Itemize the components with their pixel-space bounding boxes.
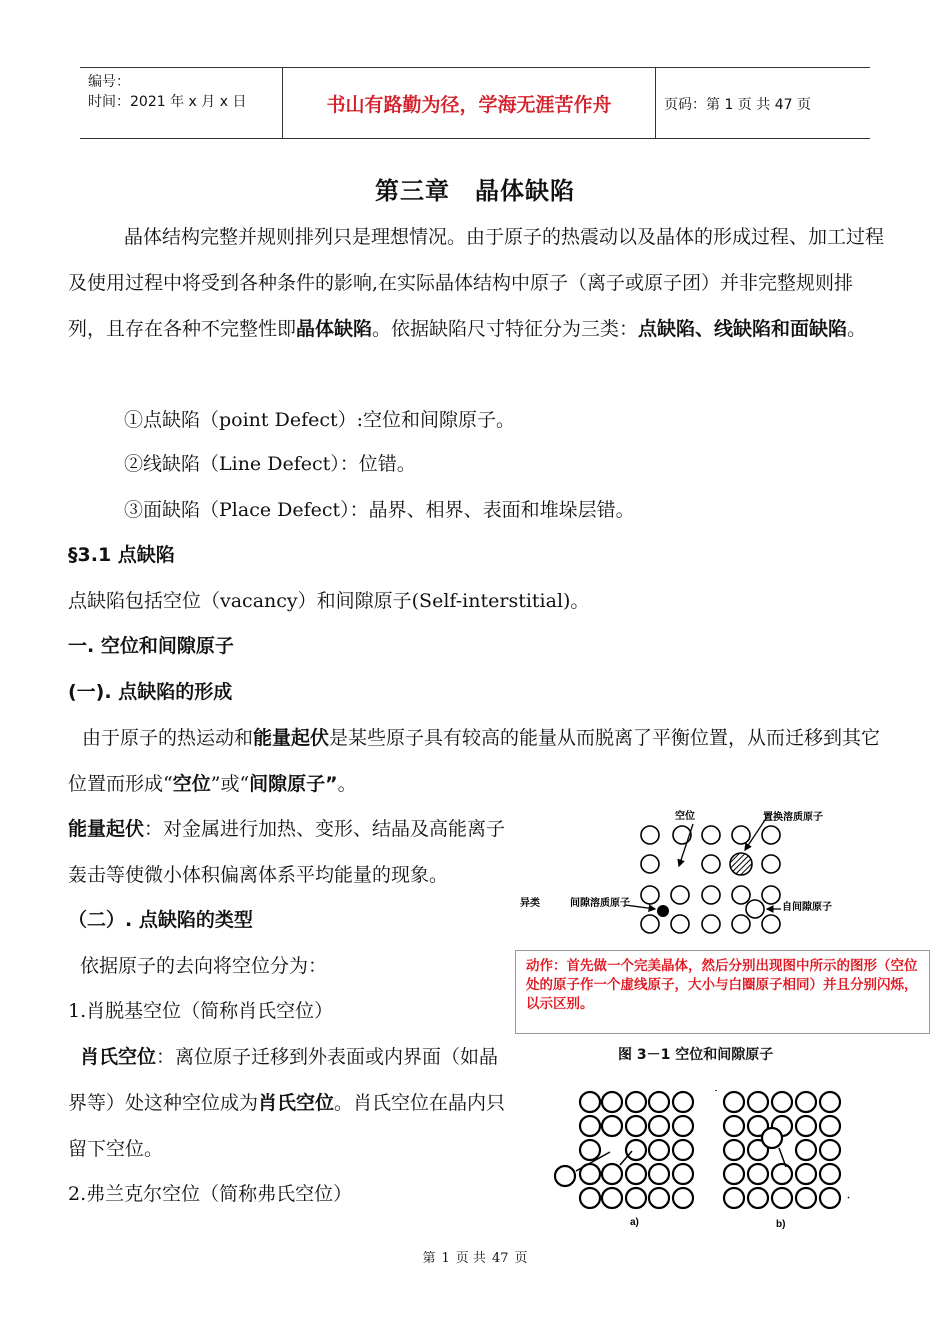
- atom: [602, 1164, 622, 1184]
- atom: [649, 1164, 669, 1184]
- atom: [762, 855, 780, 873]
- atom: [671, 915, 689, 933]
- heading-types: （二）. 点缺陷的类型: [68, 909, 253, 931]
- defect-type-3: ③面缺陷（Place Defect）：晶界、相界、表面和堆垛层错。: [124, 499, 635, 521]
- schottky-paragraph: 肖氏空位：离位原子迁移到外表面或内界面（如晶界等）处这种空位成为肖氏空位。肖氏空位在晶内只留下空位。: [68, 1046, 506, 1160]
- date-label: 时间：2021 年 x 月 x 日: [88, 94, 247, 110]
- atom: [772, 1092, 792, 1112]
- atom: [762, 886, 780, 904]
- substitutional-solute-atom: [730, 853, 752, 875]
- atom: [580, 1092, 600, 1112]
- frenkel-item: 2.弗兰克尔空位（简称弗氏空位）: [68, 1183, 353, 1205]
- atom: [796, 1116, 816, 1136]
- atom: [580, 1116, 600, 1136]
- classify-text: 依据原子的去向将空位分为：: [80, 955, 328, 977]
- atom: [820, 1116, 840, 1136]
- label-vacancy: 空位: [675, 811, 695, 822]
- atom: [724, 1092, 744, 1112]
- bold-term: 空位: [172, 773, 211, 795]
- schottky-frenkel-figure: [548, 1085, 868, 1230]
- atom: [748, 1188, 768, 1208]
- atom: [820, 1140, 840, 1160]
- page-footer: 第 1 页 共 47 页: [422, 1251, 528, 1266]
- frenkel-interstitial-atom: [762, 1128, 782, 1148]
- atom: [702, 826, 720, 844]
- animation-note: 动作：首先做一个完美晶体，然后分别出现图中所示的图形（空位处的原子作一个虚线原子，大小与白圈原子相同）并且分别闪烁，以示区别。: [515, 950, 930, 1034]
- atom: [724, 1140, 744, 1160]
- atom: [580, 1188, 600, 1208]
- header-motto: 书山有路勤为径，学海无涯苦作舟: [326, 93, 612, 116]
- section-heading: §3.1 点缺陷: [68, 544, 175, 566]
- bold-term: 间隙原子”: [249, 773, 338, 795]
- atom: [641, 826, 659, 844]
- atom: [649, 1140, 669, 1160]
- atom: [671, 886, 689, 904]
- atom: [748, 1164, 768, 1184]
- bold-term: 肖氏空位: [80, 1046, 157, 1068]
- atom: [602, 1092, 622, 1112]
- atom: [673, 1116, 693, 1136]
- atom: [649, 1092, 669, 1112]
- bold-term: 能量起伏: [253, 727, 330, 749]
- defect-type-1: ①点缺陷（point Defect）:空位和间隙原子。: [124, 409, 516, 431]
- atom: [762, 826, 780, 844]
- energy-fluctuation-paragraph: 能量起伏：对金属进行加热、变形、结晶及高能离子轰击等使微小体积偏离体系平均能量的现象。: [68, 818, 506, 886]
- chapter-title: 第三章 晶体缺陷: [375, 177, 575, 205]
- defect-type-2: ②线缺陷（Line Defect）：位错。: [124, 453, 416, 475]
- interstitial-solute-atom: [657, 905, 669, 917]
- intro-paragraph: 晶体结构完整并规则排列只是理想情况。由于原子的热震动以及晶体的形成过程、加工过程及使用过程中将受到各种条件的影响,在实际晶体结构中原子（离子或原子团）并非完整规则排列，且存在各种不完整性即晶体缺陷。依据缺陷尺寸特征分为三类：点缺陷、线缺陷和面缺陷。: [68, 226, 885, 340]
- heading-formation: (一). 点缺陷的形成: [68, 681, 233, 703]
- atom: [673, 1092, 693, 1112]
- atom: [820, 1188, 840, 1208]
- atom: [673, 1140, 693, 1160]
- atom: [626, 1116, 646, 1136]
- bold-term: 能量起伏: [68, 818, 145, 840]
- section-intro: 点缺陷包括空位（vacancy）和间隙原子(Self-interstitial)。: [68, 590, 590, 612]
- header-meta: [88, 72, 278, 112]
- atom: [626, 1140, 646, 1160]
- self-interstitial-atom: [746, 900, 764, 918]
- schottky-item: 1.肖脱基空位（简称肖氏空位）: [68, 1000, 334, 1022]
- atom: [602, 1116, 622, 1136]
- bold-term: 晶体缺陷: [296, 318, 373, 340]
- atom: [772, 1188, 792, 1208]
- atom: [649, 1116, 669, 1136]
- atom: [626, 1092, 646, 1112]
- surface-atom: [555, 1166, 575, 1186]
- atom: [673, 1164, 693, 1184]
- footer-total-pages: 47: [491, 1251, 509, 1266]
- atom: [602, 1188, 622, 1208]
- bold-term: 点缺陷、线缺陷和面缺陷: [638, 318, 848, 340]
- atom: [820, 1092, 840, 1112]
- heading-vacancy-interstitial: 一. 空位和间隙原子: [68, 635, 234, 657]
- number-label: 编号：: [88, 74, 130, 90]
- atom: [732, 826, 750, 844]
- atom: [673, 826, 691, 844]
- atom: [724, 1116, 744, 1136]
- vacancy-interstitial-figure: [515, 800, 860, 945]
- atom: [772, 1164, 792, 1184]
- atom: [820, 1164, 840, 1184]
- footer-page-number: 1: [441, 1251, 450, 1266]
- label-substitutional-solute: 置换溶质原子: [763, 812, 823, 823]
- label-a: a): [630, 1217, 639, 1228]
- atom: [641, 855, 659, 873]
- atom: [748, 1092, 768, 1112]
- label-interstitial-solute: 间隙溶质原子: [570, 898, 630, 909]
- atom: [673, 1188, 693, 1208]
- atom: [796, 1188, 816, 1208]
- bold-term: 肖氏空位: [258, 1092, 335, 1114]
- formation-paragraph: 由于原子的热运动和能量起伏是某些原子具有较高的能量从而脱离了平衡位置，从而迁移到其它位置而形成“空位”或“间隙原子”。: [68, 727, 881, 795]
- atom: [762, 915, 780, 933]
- atom: [732, 915, 750, 933]
- atom: [702, 886, 720, 904]
- atom: [796, 1092, 816, 1112]
- label-foreign: 异类: [520, 898, 540, 909]
- header-motto-cell: [282, 68, 656, 138]
- atom: [626, 1164, 646, 1184]
- label-self-interstitial: 自间隙原子: [782, 902, 832, 913]
- atom: [724, 1188, 744, 1208]
- atom: [702, 915, 720, 933]
- atom: [724, 1164, 744, 1184]
- atom: [796, 1164, 816, 1184]
- label-b: b): [776, 1219, 786, 1230]
- atom: [641, 886, 659, 904]
- atom: [702, 855, 720, 873]
- document-header: [80, 67, 870, 139]
- atom: [641, 915, 659, 933]
- figure-caption: 图 3－1 空位和间隙原子: [618, 1047, 774, 1063]
- page-label: 页码：第 1 页 共 47 页: [664, 97, 811, 113]
- atom: [649, 1188, 669, 1208]
- atom: [626, 1188, 646, 1208]
- atom: [732, 886, 750, 904]
- atom: [580, 1140, 600, 1160]
- atom: [796, 1140, 816, 1160]
